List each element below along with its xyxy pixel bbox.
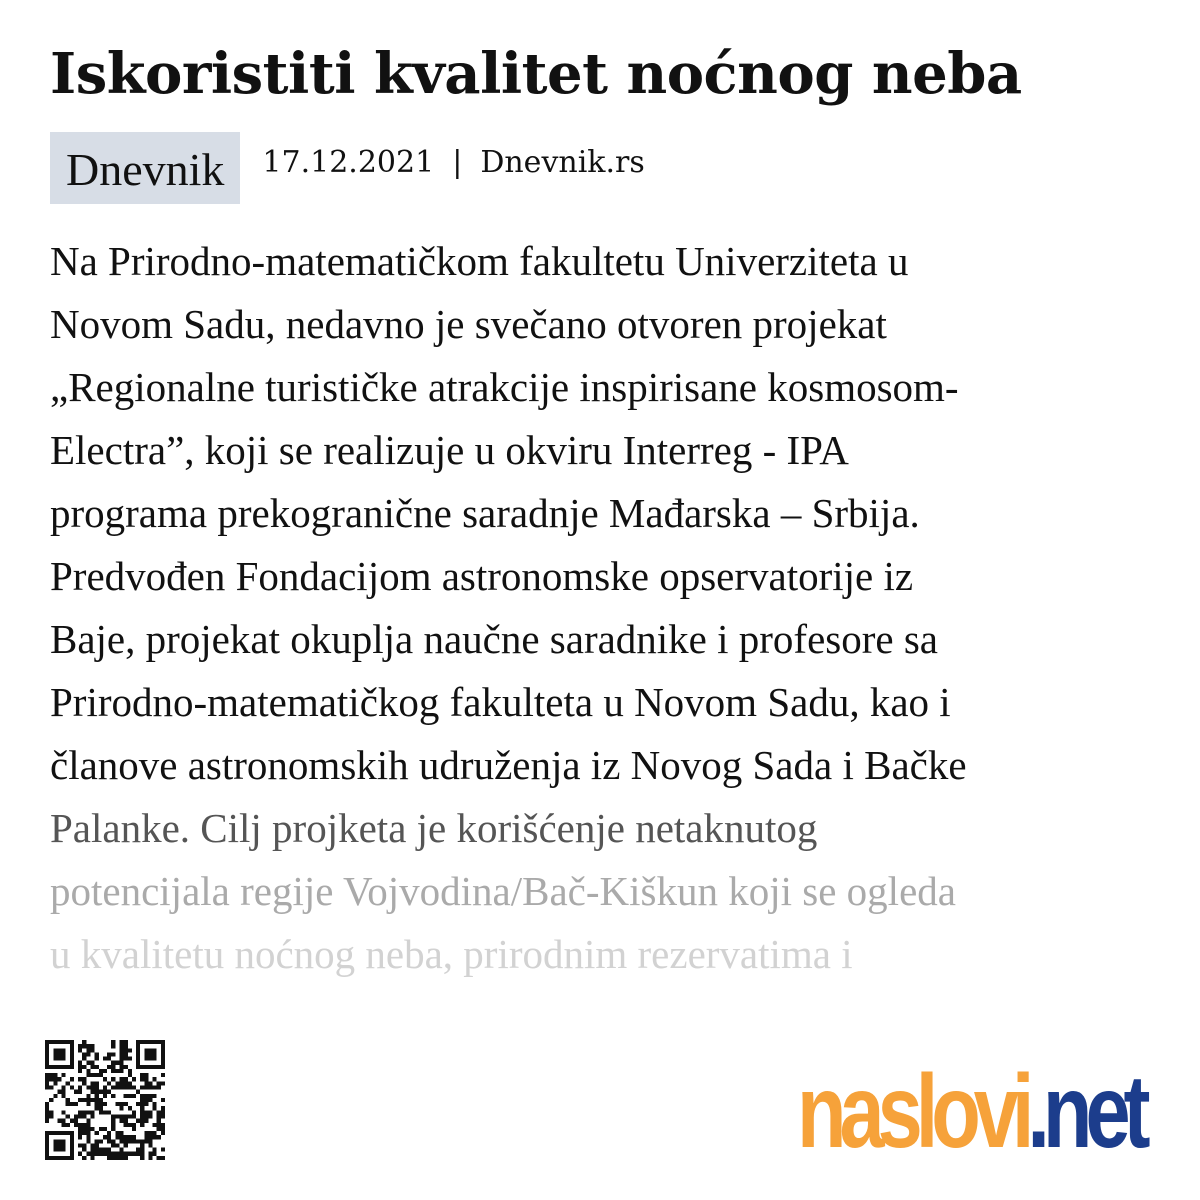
body-line: „Regionalne turističke atrakcije inspirisane kosmosom-: [50, 364, 959, 410]
logo-part-naslovi: naslovi: [797, 1054, 1028, 1170]
article-date: 17.12.2021: [262, 144, 435, 180]
qr-code-icon[interactable]: [45, 1037, 165, 1163]
article-title: Iskoristiti kvalitet noćnog neba: [50, 41, 1022, 107]
article-body: [50, 230, 1160, 986]
meta-separator: |: [452, 144, 463, 180]
body-line: Novom Sadu, nedavno je svečano otvoren projekat: [50, 301, 887, 347]
body-line: članove astronomskih udruženja iz Novog Sada i Bačke: [50, 742, 967, 788]
article-meta: [50, 132, 645, 204]
body-line: Electra”, koji se realizuje u okviru Interreg - IPA: [50, 427, 849, 473]
source-badge[interactable]: Dnevnik: [50, 132, 240, 204]
meta-info: [262, 145, 644, 180]
body-line: Predvođen Fondacijom astronomske opservatorije iz: [50, 553, 914, 599]
body-line: Palanke. Cilj projketa je korišćenje netaknutog: [50, 805, 818, 851]
naslovi-logo[interactable]: [797, 1054, 1144, 1170]
body-line: u kvalitetu noćnog neba, prirodnim rezervatima i: [50, 931, 853, 977]
body-line: Prirodno-matematičkog fakulteta u Novom Sadu, kao i: [50, 679, 951, 725]
body-line: Na Prirodno-matematičkom fakultetu Univerziteta u: [50, 238, 909, 284]
source-site[interactable]: Dnevnik.rs: [480, 144, 645, 180]
body-line: programa prekograničnе saradnje Mađarska – Srbija.: [50, 490, 920, 536]
logo-part-net: .net: [1027, 1054, 1144, 1170]
body-line: Baje, projekat okuplja naučne saradnike i profesore sa: [50, 616, 938, 662]
body-line: potencijala regije Vojvodina/Bač-Kiškun koji se ogleda: [50, 868, 956, 914]
